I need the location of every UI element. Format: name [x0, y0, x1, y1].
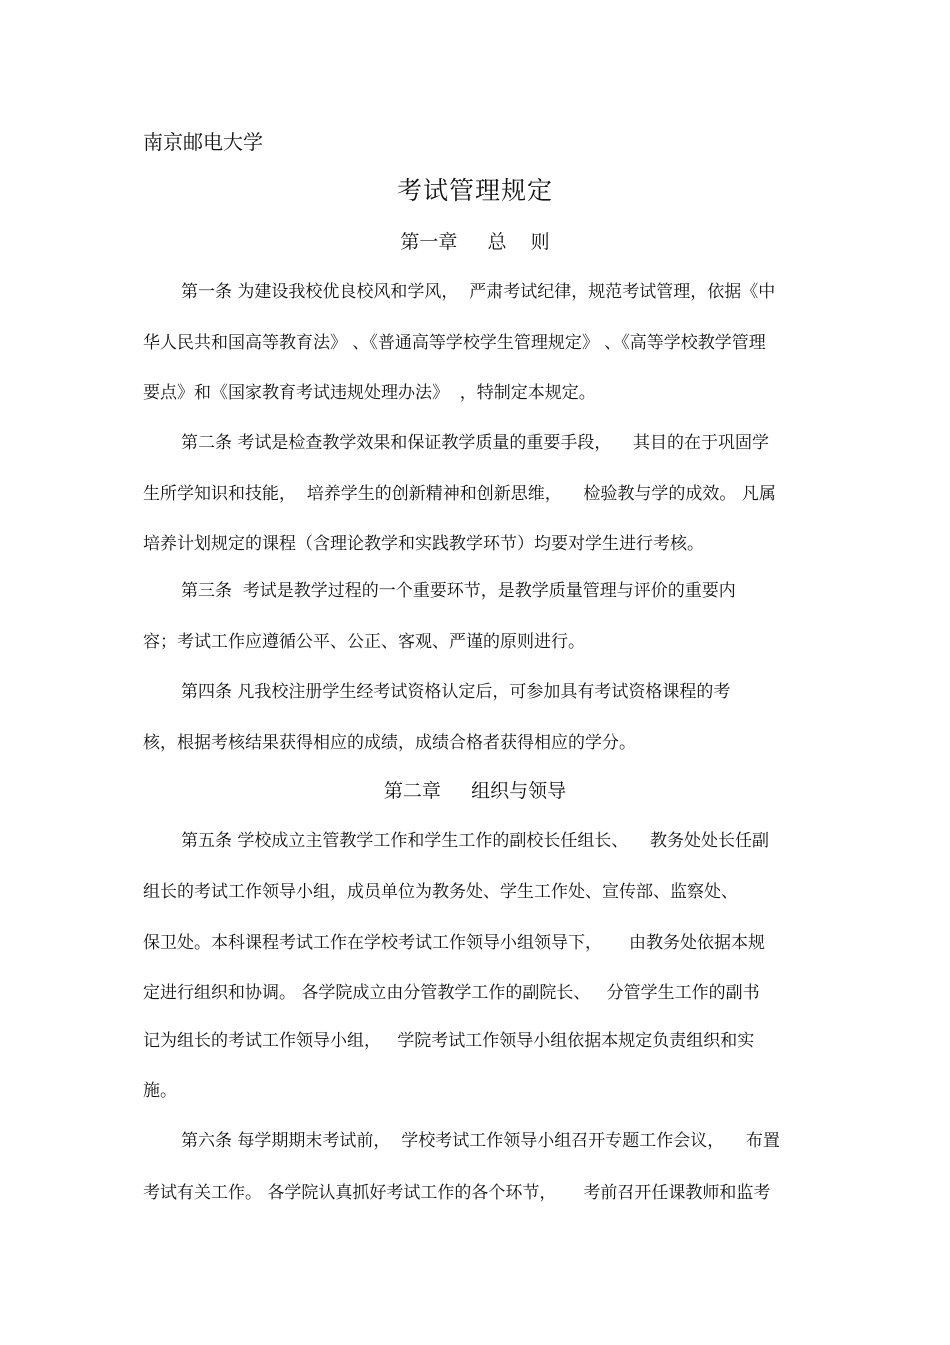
article-5-line-4: 定进行组织和协调。 各学院成立由分管教学工作的副院长、 分管学生工作的副书	[143, 983, 760, 1003]
article-3-line-1: 第三条 考试是教学过程的一个重要环节，是教学质量管理与评价的重要内	[181, 581, 736, 601]
organization-name: 南京邮电大学	[143, 130, 263, 154]
article-1-line-2: 华人民共和国高等教育法》 、《普通高等学校学生管理规定》 、《高等学校教学管理	[143, 333, 766, 353]
article-1-line-3: 要点》和《国家教育考试违规处理办法》 ，特制定本规定。	[143, 383, 596, 403]
article-2-line-2: 生所学知识和技能， 培养学生的创新精神和创新思维， 检验教与学的成效。 凡属	[143, 484, 776, 504]
article-5-line-1: 第五条 学校成立主管教学工作和学生工作的副校长任组长、 教务处处长任副	[181, 831, 770, 851]
article-4-line-2: 核，根据考核结果获得相应的成绩，成绩合格者获得相应的学分。	[143, 733, 636, 753]
chapter-heading-2: 第二章 组织与领导	[383, 780, 567, 802]
article-1-line-1: 第一条 为建设我校优良校风和学风， 严肃考试纪律，规范考试管理，依据《中	[181, 282, 776, 302]
document-title: 考试管理规定	[396, 176, 553, 205]
article-2-line-3: 培养计划规定的课程（含理论教学和实践教学环节）均要对学生进行考核。	[143, 534, 704, 554]
chapter-heading-1: 第一章 总 则	[400, 231, 550, 253]
article-5-line-6: 施。	[143, 1081, 177, 1101]
article-5-line-3: 保卫处。本科课程考试工作在学校考试工作领导小组领导下， 由教务处依据本规	[143, 933, 766, 953]
article-3-line-2: 容；考试工作应遵循公平、公正、客观、严谨的原则进行。	[143, 632, 585, 652]
article-2-line-1: 第二条 考试是检查教学效果和保证教学质量的重要手段， 其目的在于巩固学	[181, 433, 770, 453]
article-5-line-2: 组长的考试工作领导小组，成员单位为教务处、学生工作处、宣传部、监察处、	[143, 882, 738, 902]
article-5-line-5: 记为组长的考试工作领导小组， 学院考试工作领导小组依据本规定负责组织和实	[143, 1031, 755, 1051]
article-4-line-1: 第四条 凡我校注册学生经考试资格认定后，可参加具有考试资格课程的考	[181, 682, 731, 702]
article-6-line-1: 第六条 每学期期末考试前， 学校考试工作领导小组召开专题工作会议， 布置	[181, 1131, 780, 1151]
article-6-line-2: 考试有关工作。 各学院认真抓好考试工作的各个环节， 考前召开任课教师和监考	[143, 1183, 771, 1203]
